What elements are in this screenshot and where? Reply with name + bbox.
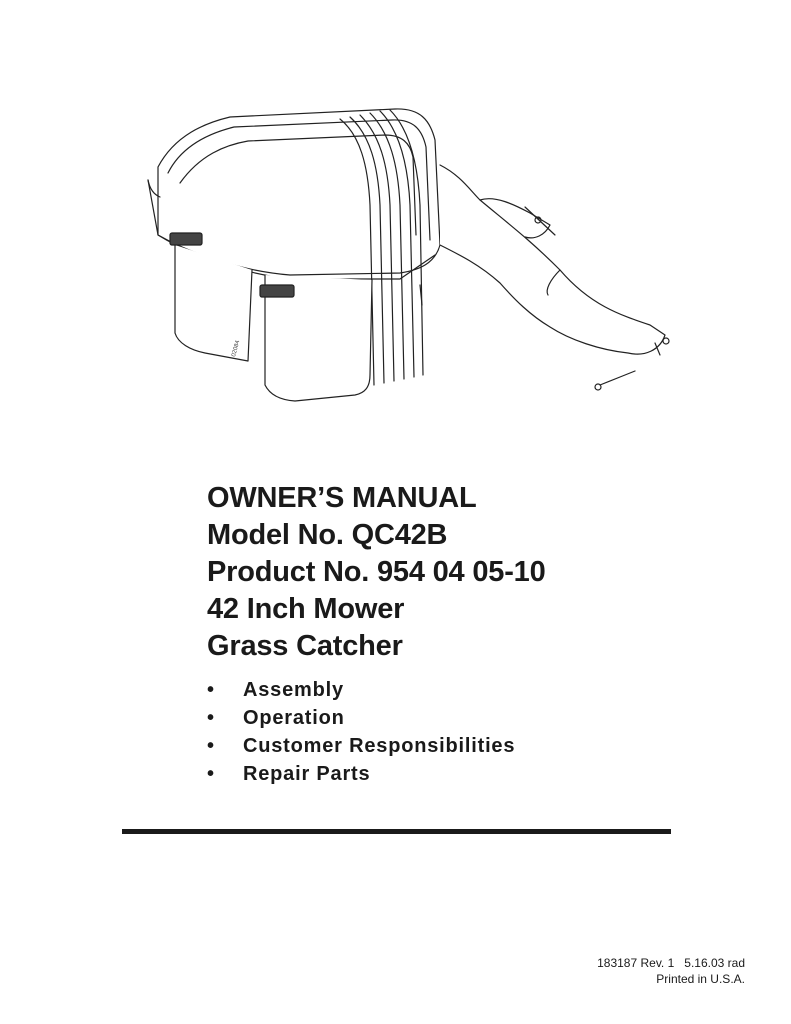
bullet-icon: • <box>207 763 215 785</box>
bullet-icon: • <box>207 707 215 729</box>
product-number: Product No. 954 04 05-10 <box>207 556 546 588</box>
printed-in-text: Printed in U.S.A. <box>656 972 745 986</box>
horizontal-rule <box>122 829 671 834</box>
part-code-label: 02084 <box>231 339 242 358</box>
list-item-label: Customer Responsibilities <box>243 735 516 757</box>
list-item <box>207 732 515 760</box>
list-item <box>207 676 515 704</box>
footer <box>597 955 745 987</box>
contents-list <box>207 676 515 788</box>
list-item-label: Operation <box>243 707 345 729</box>
product-name: Grass Catcher <box>207 630 403 662</box>
list-item-label: Assembly <box>243 679 344 701</box>
bullet-icon: • <box>207 735 215 757</box>
list-item-label: Repair Parts <box>243 763 371 785</box>
mower-size: 42 Inch Mower <box>207 593 405 625</box>
list-item <box>207 760 515 788</box>
grass-catcher-illustration <box>130 95 690 425</box>
model-number: Model No. QC42B <box>207 519 448 551</box>
list-item <box>207 704 515 732</box>
manual-title: OWNER’S MANUAL <box>207 482 477 514</box>
revision-text: 183187 Rev. 1 5.16.03 rad <box>597 956 745 970</box>
bullet-icon: • <box>207 679 215 701</box>
title-block <box>207 480 546 665</box>
